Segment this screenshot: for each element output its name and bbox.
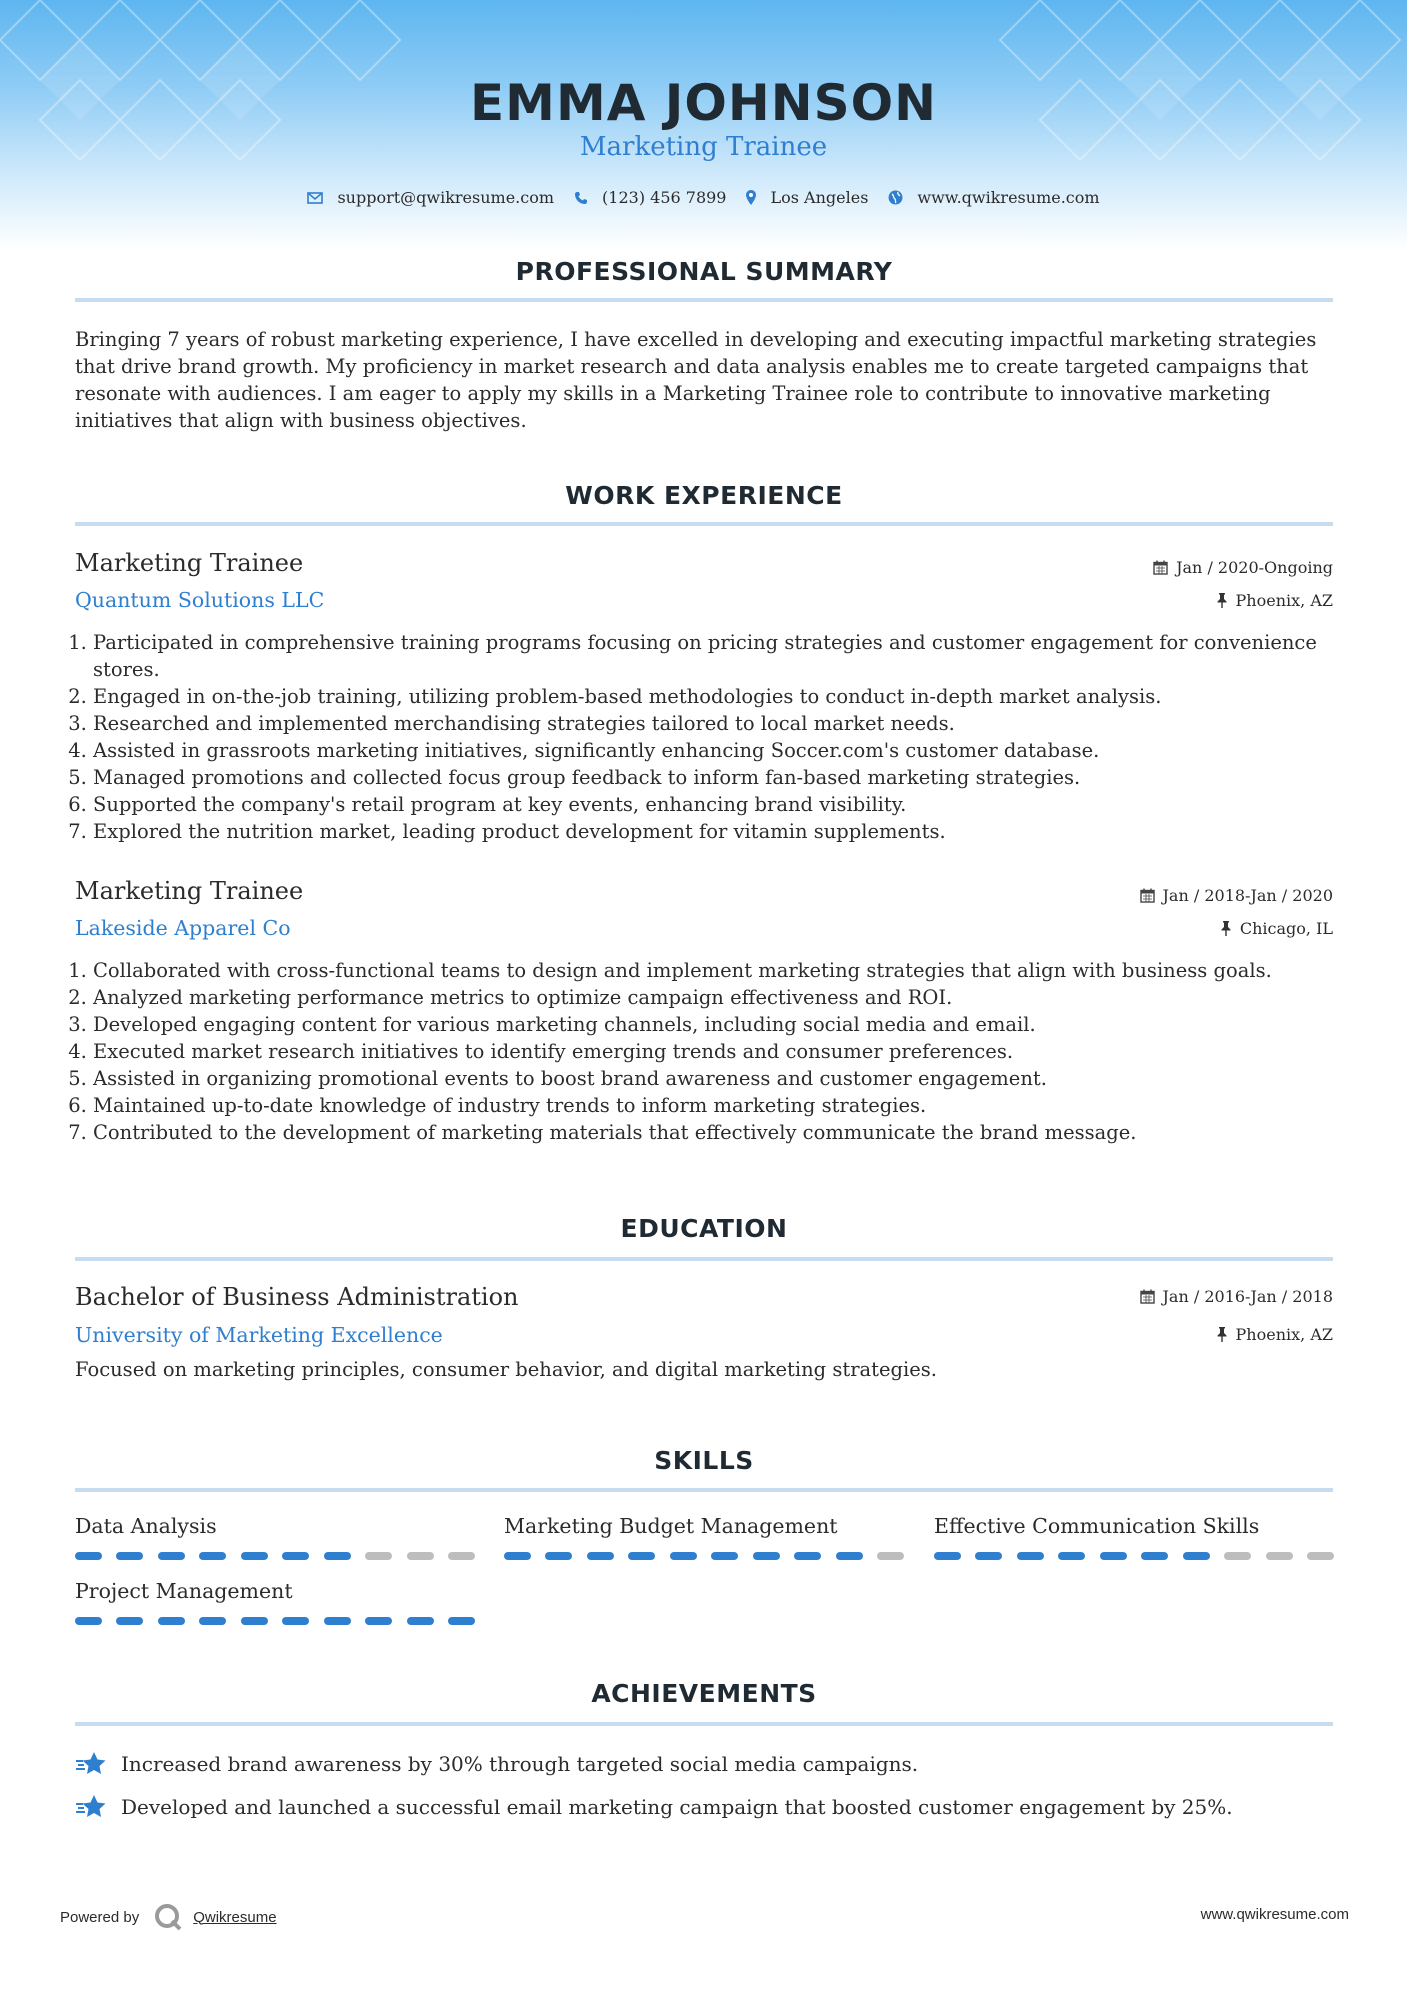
skill-level-segment (934, 1552, 961, 1560)
skill-item (75, 1514, 475, 1560)
job-company: Quantum Solutions LLC (75, 588, 325, 612)
skill-level-segment (1224, 1552, 1251, 1560)
summary-heading: PROFESSIONAL SUMMARY (515, 257, 893, 286)
skill-level-segment (282, 1617, 309, 1625)
location-text: Los Angeles (770, 188, 869, 207)
skill-level-segment (1017, 1552, 1044, 1560)
education-divider (75, 1257, 1333, 1261)
skill-level-segment (199, 1617, 226, 1625)
education-description: Focused on marketing principles, consumer behavior, and digital marketing strategies. (75, 1358, 937, 1381)
job-dates-text: Jan / 2018-Jan / 2020 (1162, 886, 1333, 905)
map-pin-icon (746, 190, 756, 205)
pushpin-icon (1220, 921, 1232, 936)
skill-level-segment (877, 1552, 904, 1560)
skill-level-segment (670, 1552, 697, 1560)
experience-divider (75, 522, 1333, 526)
list-item: 6. Maintained up-to-date knowledge of industry trends to inform marketing strategies. (93, 1092, 1353, 1119)
calendar-icon (1153, 560, 1168, 575)
website-text: www.qwikresume.com (917, 188, 1100, 207)
calendar-icon (1140, 888, 1155, 903)
experience-heading: WORK EXPERIENCE (565, 481, 843, 510)
achievement-item (75, 1794, 1233, 1820)
skill-level-bar (75, 1552, 475, 1560)
skill-level-segment (241, 1552, 268, 1560)
pushpin-icon (1216, 1327, 1228, 1342)
achievements-divider (75, 1722, 1333, 1726)
education-heading: EDUCATION (620, 1214, 788, 1243)
skill-level-segment (1307, 1552, 1334, 1560)
list-item: 2. Analyzed marketing performance metrics to optimize campaign effectiveness and ROI. (93, 984, 1353, 1011)
skill-name: Data Analysis (75, 1514, 217, 1538)
skill-level-segment (158, 1552, 185, 1560)
skill-item (504, 1514, 904, 1560)
powered-by-label: Powered by (60, 1908, 140, 1926)
list-item: 7. Contributed to the development of marketing materials that effectively communicate the brand message. (93, 1119, 1353, 1146)
education-degree: Bachelor of Business Administration (75, 1283, 519, 1311)
star-icon (75, 1794, 107, 1820)
skill-level-segment (241, 1617, 268, 1625)
skill-level-segment (365, 1617, 392, 1625)
skill-level-segment (407, 1617, 434, 1625)
contact-website[interactable] (888, 188, 1099, 207)
skill-level-segment (282, 1552, 309, 1560)
skill-level-bar (934, 1552, 1334, 1560)
skill-level-segment (75, 1617, 102, 1625)
job-location (1216, 591, 1333, 610)
job-bullets (75, 957, 1353, 1146)
skill-level-segment (1266, 1552, 1293, 1560)
job-location-text: Phoenix, AZ (1235, 591, 1333, 610)
list-item: 3. Researched and implemented merchandising strategies tailored to local market needs. (93, 710, 1353, 737)
globe-icon (888, 190, 903, 205)
list-item: 3. Developed engaging content for various marketing channels, including social media and email. (93, 1011, 1353, 1038)
footer-brand-link[interactable]: Qwikresume (193, 1908, 277, 1926)
skill-level-segment (545, 1552, 572, 1560)
skill-level-segment (587, 1552, 614, 1560)
calendar-icon (1140, 1289, 1155, 1304)
skill-level-segment (324, 1552, 351, 1560)
skill-level-segment (75, 1552, 102, 1560)
achievement-text: Developed and launched a successful email marketing campaign that boosted customer engagement by 25%. (121, 1795, 1233, 1819)
list-item: 6. Supported the company's retail program at key events, enhancing brand visibility. (93, 791, 1353, 818)
list-item: 1. Participated in comprehensive training programs focusing on pricing strategies and customer engagement for convenience stores. (93, 629, 1353, 683)
skill-level-segment (794, 1552, 821, 1560)
envelope-icon (307, 192, 323, 204)
summary-text: Bringing 7 years of robust marketing experience, I have excelled in developing and executing impactful marketing strategies that drive brand growth. My proficiency in market research and data analysis enables me to create targeted campaigns that resonate with audiences. I am eager to apply my skills in a Marketing Trainee role to contribute to innovative marketing initiatives that align with business objectives. (75, 328, 1317, 432)
email-text: support@qwikresume.com (337, 188, 555, 207)
job-location-text: Chicago, IL (1239, 919, 1333, 938)
skill-level-segment (1058, 1552, 1085, 1560)
qwikresume-logo-icon (153, 1902, 183, 1932)
job-role: Marketing Trainee (75, 877, 304, 905)
achievements-heading: ACHIEVEMENTS (591, 1679, 817, 1708)
education-dates-text: Jan / 2016-Jan / 2018 (1162, 1287, 1333, 1306)
job-bullets (75, 629, 1353, 845)
skill-level-segment (628, 1552, 655, 1560)
skill-level-segment (1141, 1552, 1168, 1560)
contact-email[interactable] (307, 188, 554, 207)
summary-divider (75, 298, 1333, 302)
list-item: 1. Collaborated with cross-functional teams to design and implement marketing strategies that align with business goals. (93, 957, 1353, 984)
skill-level-bar (504, 1552, 904, 1560)
phone-text: (123) 456 7899 (602, 188, 727, 207)
skill-level-bar (75, 1617, 475, 1625)
candidate-title: Marketing Trainee (579, 132, 828, 162)
skill-level-segment (116, 1617, 143, 1625)
skills-heading: SKILLS (654, 1446, 754, 1475)
education-location-text: Phoenix, AZ (1235, 1325, 1333, 1344)
skill-item (934, 1514, 1334, 1560)
skill-level-segment (975, 1552, 1002, 1560)
list-item: 5. Managed promotions and collected focus group feedback to inform fan-based marketing strategies. (93, 764, 1353, 791)
skill-level-segment (504, 1552, 531, 1560)
contact-location (746, 188, 868, 207)
contact-phone[interactable] (574, 188, 726, 207)
education-location (1216, 1325, 1333, 1344)
education-school: University of Marketing Excellence (75, 1323, 443, 1347)
achievement-item (75, 1751, 918, 1777)
skill-level-segment (753, 1552, 780, 1560)
list-item: 2. Engaged in on-the-job training, utilizing problem-based methodologies to conduct in-depth market analysis. (93, 683, 1353, 710)
skill-level-segment (448, 1617, 475, 1625)
skill-level-segment (448, 1552, 475, 1560)
skill-level-segment (1183, 1552, 1210, 1560)
job-company: Lakeside Apparel Co (75, 916, 291, 940)
skill-level-segment (365, 1552, 392, 1560)
skill-level-segment (199, 1552, 226, 1560)
skill-level-segment (407, 1552, 434, 1560)
pushpin-icon (1216, 593, 1228, 608)
skill-level-segment (324, 1617, 351, 1625)
skill-level-segment (158, 1617, 185, 1625)
job-dates (1140, 886, 1333, 905)
job-role: Marketing Trainee (75, 549, 304, 577)
skill-name: Effective Communication Skills (934, 1514, 1260, 1538)
phone-icon (574, 191, 588, 205)
skill-level-segment (116, 1552, 143, 1560)
skill-level-segment (836, 1552, 863, 1560)
star-icon (75, 1751, 107, 1777)
list-item: 4. Assisted in grassroots marketing initiatives, significantly enhancing Soccer.com's customer database. (93, 737, 1353, 764)
contact-bar (0, 188, 1407, 207)
skill-level-segment (711, 1552, 738, 1560)
candidate-name: EMMA JOHNSON (470, 74, 937, 132)
list-item: 4. Executed market research initiatives to identify emerging trends and consumer preferences. (93, 1038, 1353, 1065)
education-dates (1140, 1287, 1333, 1306)
skills-divider (75, 1488, 1333, 1492)
list-item: 7. Explored the nutrition market, leading product development for vitamin supplements. (93, 818, 1353, 845)
achievement-text: Increased brand awareness by 30% through targeted social media campaigns. (121, 1752, 919, 1776)
job-dates (1153, 558, 1333, 577)
job-dates-text: Jan / 2020-Ongoing (1176, 558, 1333, 577)
list-item: 5. Assisted in organizing promotional events to boost brand awareness and customer engagement. (93, 1065, 1353, 1092)
skill-item (75, 1579, 475, 1625)
job-location (1220, 919, 1333, 938)
footer-website[interactable]: www.qwikresume.com (1200, 1906, 1349, 1923)
footer-powered-by (60, 1902, 277, 1932)
skill-level-segment (1100, 1552, 1127, 1560)
skill-name: Marketing Budget Management (504, 1514, 838, 1538)
skill-name: Project Management (75, 1579, 293, 1603)
